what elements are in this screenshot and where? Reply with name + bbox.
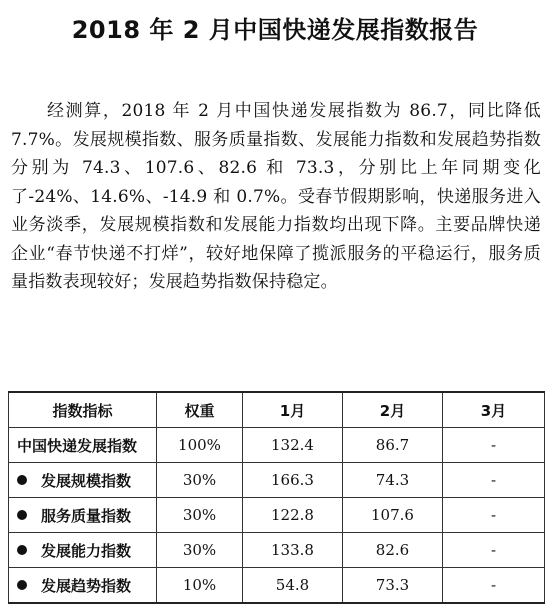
march-cell: -: [443, 498, 545, 533]
table-row: [9, 533, 545, 568]
header-march: 3月: [443, 392, 545, 428]
indicator-name: [9, 498, 157, 533]
march-cell: -: [443, 428, 545, 463]
indicator-name: [9, 568, 157, 604]
indicator-label: 发展规模指数: [41, 471, 132, 490]
report-title: 2018 年 2 月中国快递发展指数报告: [71, 16, 479, 44]
january-cell: 122.8: [243, 498, 343, 533]
february-cell: 107.6: [343, 498, 443, 533]
february-cell: 86.7: [343, 428, 443, 463]
bullet-icon: [17, 510, 27, 520]
january-cell: 132.4: [243, 428, 343, 463]
weight-cell: 30%: [157, 533, 243, 568]
indicator-name: [9, 428, 157, 463]
weight-cell: 100%: [157, 428, 243, 463]
march-cell: -: [443, 463, 545, 498]
weight-cell: 10%: [157, 568, 243, 604]
header-indicator: 指数指标: [9, 392, 157, 428]
february-cell: 82.6: [343, 533, 443, 568]
indicator-label: 发展能力指数: [41, 541, 132, 560]
february-cell: 73.3: [343, 568, 443, 604]
index-table: [8, 391, 545, 604]
table-header-row: [9, 392, 545, 428]
indicator-label: 中国快递发展指数: [17, 436, 138, 455]
january-cell: 133.8: [243, 533, 343, 568]
indicator-label: 服务质量指数: [41, 506, 132, 525]
indicator-name: [9, 533, 157, 568]
bullet-icon: [17, 580, 27, 590]
weight-cell: 30%: [157, 463, 243, 498]
february-cell: 74.3: [343, 463, 443, 498]
header-weight: 权重: [157, 392, 243, 428]
header-february: 2月: [343, 392, 443, 428]
weight-cell: 30%: [157, 498, 243, 533]
header-january: 1月: [243, 392, 343, 428]
march-cell: -: [443, 533, 545, 568]
bullet-icon: [17, 475, 27, 485]
table-row: [9, 568, 545, 604]
indicator-label: 发展趋势指数: [41, 576, 132, 595]
indicator-name: [9, 463, 157, 498]
table-row: [9, 428, 545, 463]
report-paragraph: 经测算，2018 年 2 月中国快递发展指数为 86.7，同比降低 7.7%。发展规模指数、服务质量指数、发展能力指数和发展趋势指数分别为 74.3、107.6、82.6 和 73.3，分别比上年同期变化了-24%、14.6%、-14.9 和 0.7%。受春节假期影响，快递服务进入业务淡季，发展规模指数和发展能力指数均出现下降。主要品牌快递企业“春节快递不打烊”，较好地保障了揽派服务的平稳运行，服务质量指数表现较好；发展趋势指数保持稳定。: [11, 101, 541, 292]
table-row: [9, 463, 545, 498]
table-row: [9, 498, 545, 533]
january-cell: 54.8: [243, 568, 343, 604]
january-cell: 166.3: [243, 463, 343, 498]
bullet-icon: [17, 545, 27, 555]
march-cell: -: [443, 568, 545, 604]
